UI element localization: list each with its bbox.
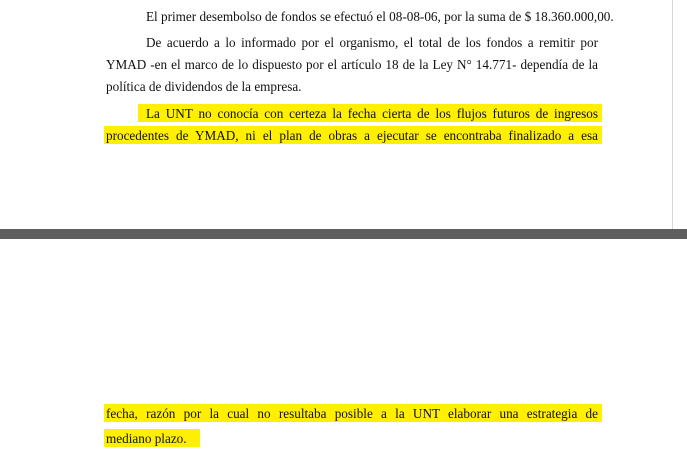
page-separator <box>0 229 687 239</box>
scrollbar-track-lower[interactable] <box>672 239 687 451</box>
paragraph-first-disbursement: El primer desembolso de fondos se efectuó el 08-08-06, por la suma de $ 18.360.000,00. <box>146 9 614 24</box>
document-page-1 <box>0 0 672 229</box>
paragraph-unt-line-2: procedentes de YMAD, ni el plan de obras a ejecutar se encontraba finalizado a esa <box>106 128 598 143</box>
paragraph-funds-line-3: política de dividendos de la empresa. <box>106 79 302 94</box>
scrollbar-track[interactable] <box>672 0 687 229</box>
paragraph-unt-line-1: La UNT no conocía con certeza la fecha cierta de los flujos futuros de ingresos <box>146 106 598 121</box>
document-page-2 <box>0 239 672 451</box>
paragraph-unt-continuation-line-2: mediano plazo. <box>106 431 187 446</box>
paragraph-funds-line-2: YMAD -en el marco de lo dispuesto por el artículo 18 de la Ley N° 14.771- dependía de la <box>106 57 598 72</box>
paragraph-funds-line-1: De acuerdo a lo informado por el organismo, el total de los fondos a remitir por <box>146 35 598 50</box>
paragraph-unt-continuation-line-1: fecha, razón por la cual no resultaba posible a la UNT elaborar una estrategia de <box>106 406 598 421</box>
